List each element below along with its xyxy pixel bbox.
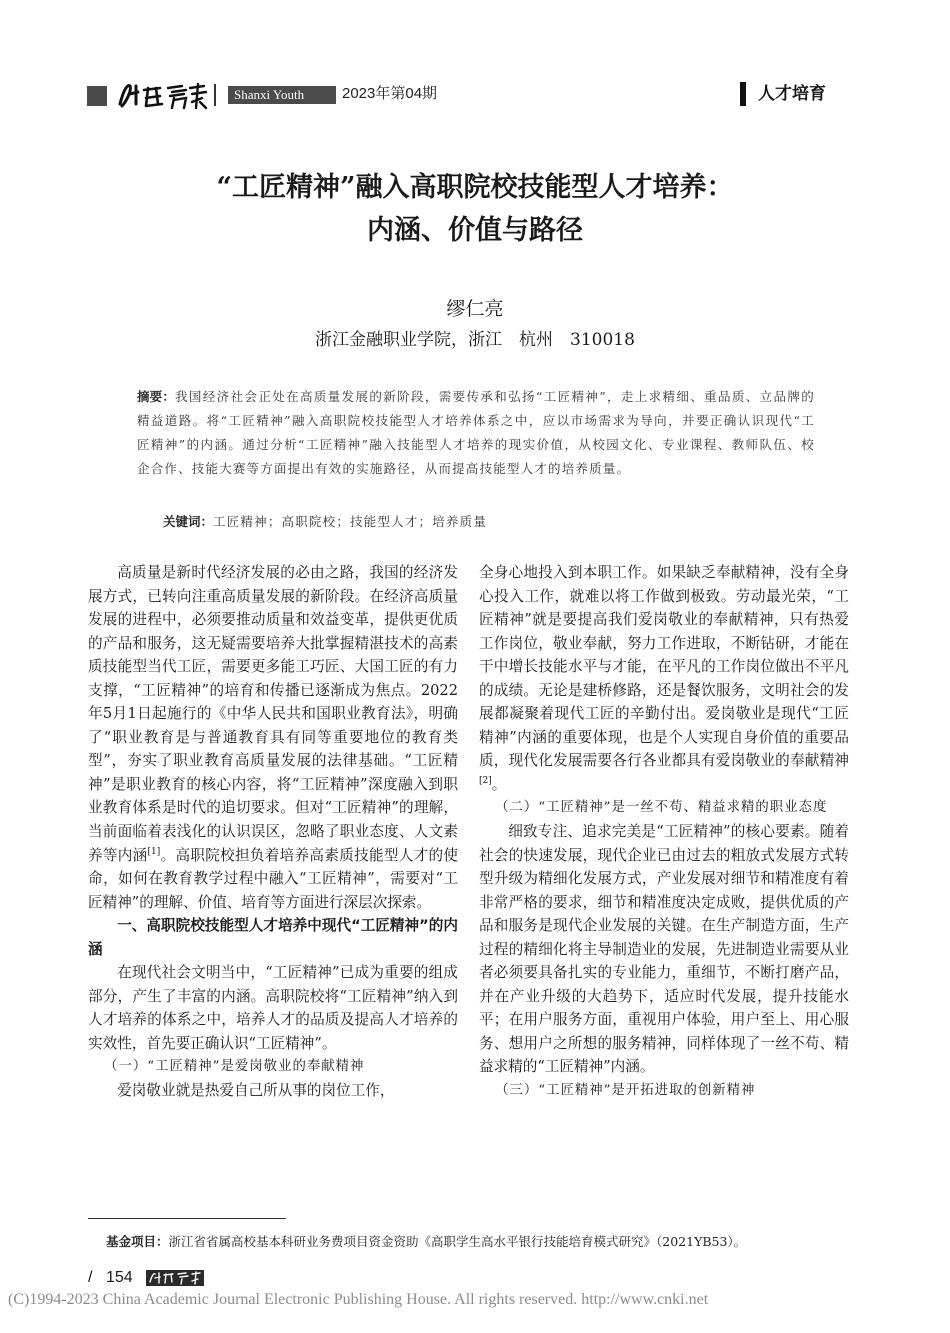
footer-journal-logo bbox=[146, 1270, 204, 1286]
issue-label: 2023年第04期 bbox=[342, 85, 438, 102]
abstract bbox=[137, 385, 815, 481]
funding-text: 浙江省省属高校基本科研业务费项目资金资助《高职学生高水平银行技能培育模式研究》（2021YB53）。 bbox=[168, 1234, 747, 1249]
paragraph: 细致专注、追求完美是“工匠精神”的核心要素。随着社会的快速发展，现代企业已由过去的粗放式发展方式转型升级为精细化发展方式，产业发展对细节和精准度有着非常严格的要求，细节和精准度决定成败，提供优质的产品和服务是现代企业发展的关键。在生产制造方面，生产过程的精细化将主导制造业的发展，先进制造业需要从业者必须要具备扎实的专业能力，重细节，不断打磨产品，并在产业升级的大趋势下，适应时代发展，提升技能水平；在用户服务方面，重视用户体验，用户至上、用心服务、想用户之所想的服务精神，同样体现了一丝不苟、精益求精的“工匠精神”内涵。 bbox=[479, 823, 849, 1076]
author-name: 缪仁亮 bbox=[446, 298, 504, 320]
paragraph-text: 。 bbox=[491, 775, 507, 793]
body-column-right bbox=[479, 561, 849, 1103]
journal-english-name: Shanxi Youth bbox=[228, 86, 336, 104]
keywords bbox=[163, 511, 815, 533]
page-number: 154 bbox=[106, 1269, 133, 1286]
article-title-line1: “工匠精神”融入高职院校技能型人才培养： bbox=[216, 172, 734, 203]
paragraph-text: 。高职院校担负着培养高素质技能型人才的使命，如何在教育教学过程中融入“工匠精神”，需要对“工匠精神”的理解、价值、培育等方面进行深层次探索。 bbox=[88, 846, 458, 911]
paragraph-continued bbox=[479, 561, 849, 796]
footnote-rule bbox=[88, 1218, 286, 1219]
copyright-notice: (C)1994-2023 China Academic Journal Electronic Publishing House. All rights reserved. http://www.cnki.net bbox=[8, 1291, 709, 1308]
citation-ref: [2] bbox=[479, 776, 492, 787]
keywords-text: 工匠精神；高职院校；技能型人才；培养质量 bbox=[213, 514, 488, 529]
funding-label: 基金项目： bbox=[106, 1234, 169, 1249]
subsection-heading: （一）“工匠精神”是爱岗敬业的奉献精神 bbox=[104, 1059, 365, 1075]
keywords-label: 关键词： bbox=[163, 514, 214, 529]
subsection-heading: （三）“工匠精神”是开拓进取的创新精神 bbox=[495, 1083, 756, 1099]
funding-note bbox=[106, 1232, 906, 1252]
section-label: 人才培育 bbox=[758, 84, 826, 104]
paragraph-text: 高质量是新时代经济发展的必由之路，我国的经济发展方式，已转向注重高质量发展的新阶段。在经济高质量发展的进程中，必须要推动质量和效益变革，提供更优质的产品和服务，这无疑需要培养大批掌握精湛技术的高素质技能型当代工匠，需要更多能工巧匠、大国工匠的有力支撑，“工匠精神”的培育和传播已逐渐成为焦点。2022年5月1日起施行的《中华人民共和国职业教育法》，明确了“职业教育是与普通教育具有同等重要地位的教育类型”，夯实了职业教育高质量发展的法律基础。“工匠精神”是职业教育的核心内容，将“工匠精神”深度融入到职业教育体系是时代的追切要求。但对“工匠精神”的理解，当前面临着表浅化的认识误区，忽略了职业态度、人文素养等内涵 bbox=[88, 564, 458, 864]
paragraph-text: 全身心地投入到本职工作。如果缺乏奉献精神，没有全身心投入工作，就难以将工作做到极致。劳动最光荣，“工匠精神”就是要提高我们爱岗敬业的奉献精神，只有热爱工作岗位，敬业奉献，努力工作进取，不断钻研，才能在干中增长技能水平与才能，在平凡的工作岗位做出不平凡的成绩。无论是建桥修路，还是餐饮服务，文明社会的发展都凝聚着现代工匠的辛勤付出。爱岗敬业是现代“工匠精神”内涵的重要体现，也是个人实现自身价值的重要品质，现代化发展需要各行各业都具有爱岗敬业的奉献精神 bbox=[479, 564, 849, 770]
citation-ref: [1] bbox=[147, 846, 161, 857]
author-affiliation: 浙江金融职业学院，浙江 杭州 310018 bbox=[315, 330, 635, 350]
page-slash: / bbox=[88, 1269, 93, 1286]
abstract-label: 摘要： bbox=[137, 389, 176, 404]
header-square-mark bbox=[87, 86, 107, 106]
abstract-text: 我国经济社会正处在高质量发展的新阶段，需要传承和弘扬“工匠精神”，走上求精细、重品质、立品牌的精益道路。将“工匠精神”融入高职院校技能型人才培养体系之中，应以市场需求为导向，并要正确认识现代“工匠精神”的内涵。通过分析“工匠精神”融入技能型人才培养的现实价值，从校园文化、专业课程、教师队伍、校企合作、技能大赛等方面提出有效的实施路径，从而提高技能型人才的培养质量。 bbox=[137, 389, 815, 476]
header-separator bbox=[214, 84, 216, 106]
body-column-left bbox=[88, 561, 458, 1103]
paragraph: 在现代社会文明当中，“工匠精神”已成为重要的组成部分，产生了丰富的内涵。高职院校将“工匠精神”纳入到人才培养的体系之中，培养人才的品质及提高人才培养的实效性，首先要正确认识“工匠精神”。 bbox=[88, 964, 458, 1052]
subsection-heading: （二）“工匠精神”是一丝不苟、精益求精的职业态度 bbox=[495, 800, 828, 816]
paragraph: 爱岗敬业就是热爱自己所从事的岗位工作， bbox=[117, 1082, 395, 1100]
paragraph bbox=[88, 561, 458, 914]
section-bar-mark bbox=[740, 82, 746, 106]
article-title-line2: 内涵、价值与路径 bbox=[367, 215, 583, 246]
section-heading: 一、高职院校技能型人才培养中现代“工匠精神”的内涵 bbox=[88, 917, 458, 958]
journal-logo bbox=[116, 80, 208, 110]
